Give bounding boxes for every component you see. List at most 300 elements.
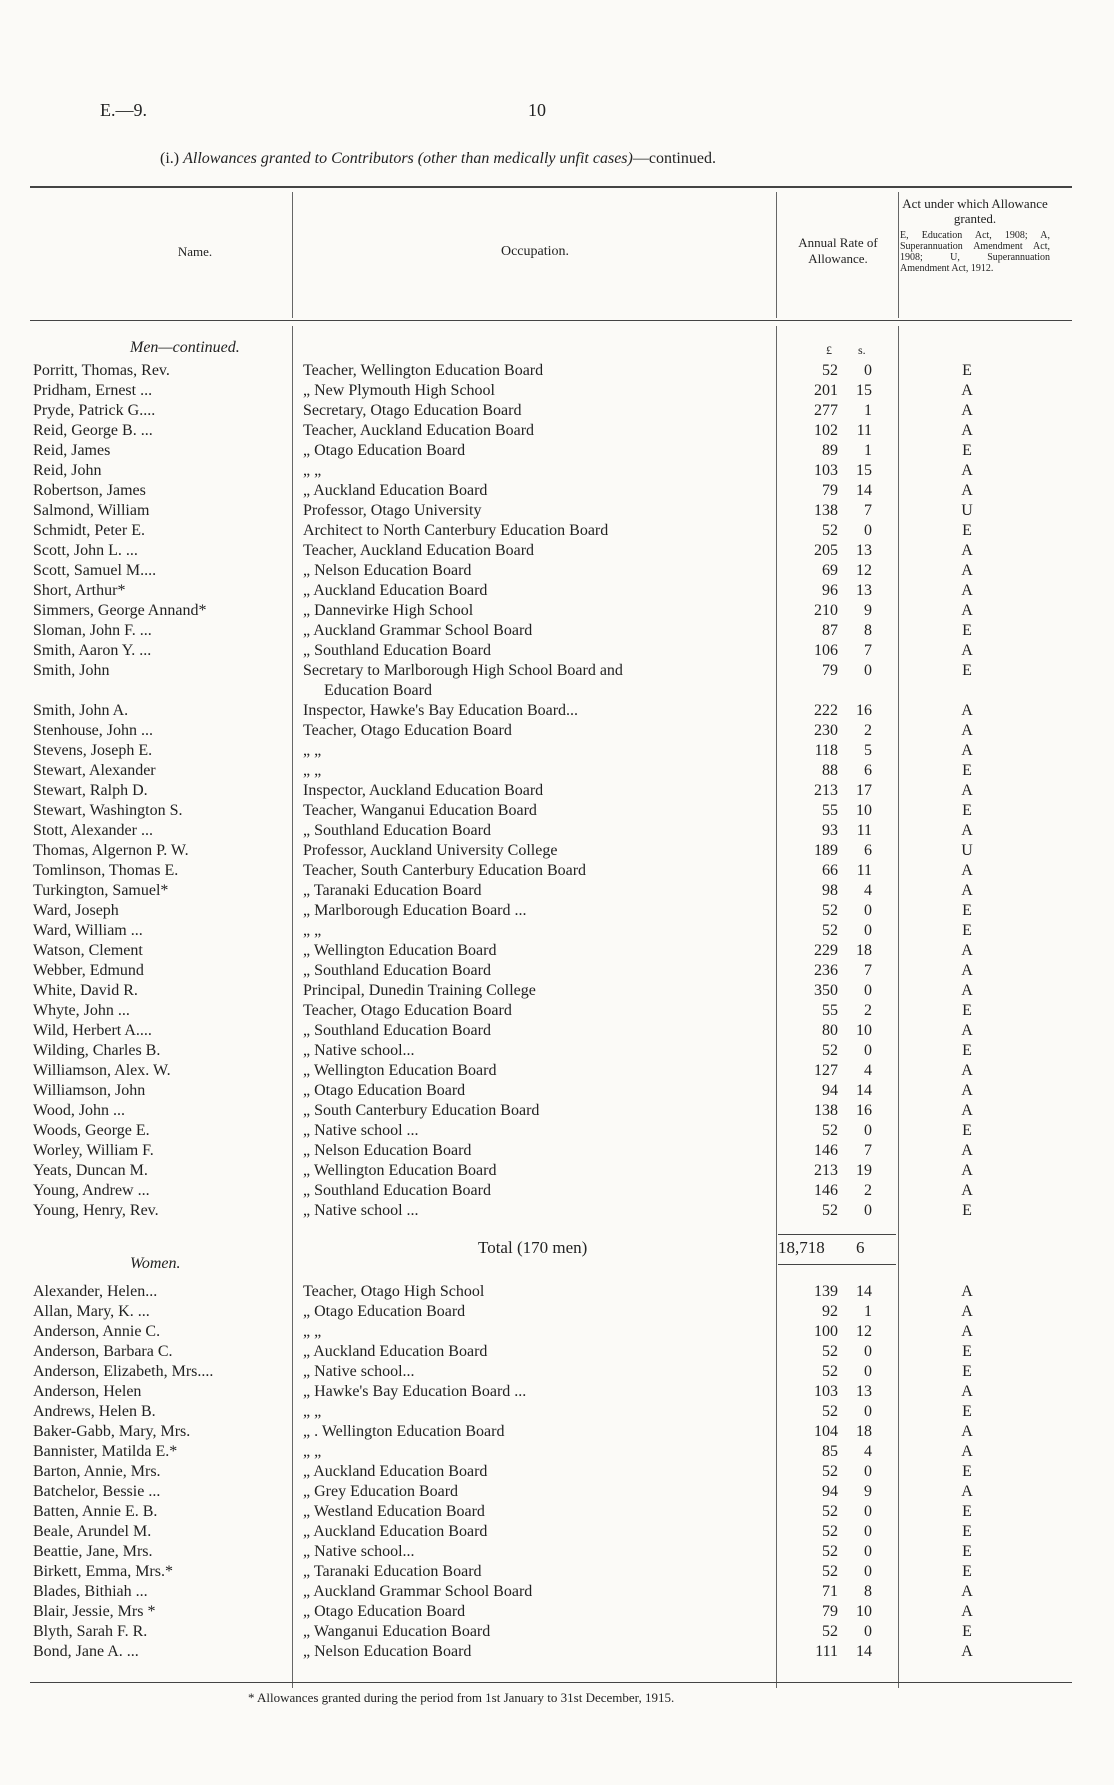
row-name: Andrews, Helen B. — [33, 1403, 156, 1420]
table-row — [0, 1602, 1114, 1622]
row-pounds: 71 — [822, 1583, 838, 1600]
row-occupation: Secretary, Otago Education Board — [303, 402, 522, 419]
row-shillings: 0 — [864, 1122, 872, 1139]
row-act: A — [961, 1142, 973, 1159]
row-occupation: „ Auckland Grammar School Board — [303, 622, 533, 639]
row-name: Pryde, Patrick G.... — [33, 402, 156, 419]
row-pounds: 94 — [822, 1483, 838, 1500]
act-header-title: Act under which Allowance granted. — [902, 196, 1048, 226]
row-act: A — [961, 1643, 973, 1660]
row-shillings: 0 — [864, 902, 872, 919]
row-act: E — [962, 1002, 972, 1019]
row-shillings: 10 — [856, 1603, 872, 1620]
row-pounds: 52 — [822, 1523, 838, 1540]
row-act: A — [961, 462, 973, 479]
row-shillings: 16 — [856, 702, 872, 719]
row-act: E — [962, 902, 972, 919]
row-name: Watson, Clement — [33, 942, 143, 959]
row-name: Williamson, Alex. W. — [33, 1062, 171, 1079]
row-act: E — [962, 802, 972, 819]
row-shillings: 1 — [864, 442, 872, 459]
row-pounds: 55 — [822, 1002, 838, 1019]
row-act: A — [961, 1062, 973, 1079]
row-name: Anderson, Barbara C. — [33, 1343, 173, 1360]
row-act: A — [961, 1082, 973, 1099]
row-name: Allan, Mary, K. ... — [33, 1303, 150, 1320]
row-name: Blades, Bithiah ... — [33, 1583, 148, 1600]
row-pounds: 52 — [822, 1563, 838, 1580]
row-occupation: „ „ — [303, 1323, 322, 1340]
row-shillings: 0 — [864, 1343, 872, 1360]
row-act: A — [961, 1303, 973, 1320]
table-row — [0, 1562, 1114, 1582]
table-row — [0, 1522, 1114, 1542]
row-shillings: 13 — [856, 542, 872, 559]
row-act: A — [961, 1583, 973, 1600]
table-row — [0, 981, 1114, 1001]
row-act: E — [962, 1563, 972, 1580]
row-shillings: 4 — [864, 1062, 872, 1079]
row-pounds: 88 — [822, 762, 838, 779]
row-name: Bannister, Matilda E.* — [33, 1443, 178, 1460]
row-name: Ward, William ... — [33, 922, 143, 939]
row-pounds: 98 — [822, 882, 838, 899]
row-shillings: 18 — [856, 1423, 872, 1440]
row-pounds: 52 — [822, 922, 838, 939]
row-occupation: „ Wellington Education Board — [303, 1162, 497, 1179]
row-shillings: 8 — [864, 1583, 872, 1600]
row-occupation: Teacher, Auckland Education Board — [303, 542, 535, 559]
row-act: A — [961, 542, 973, 559]
row-name: White, David R. — [33, 982, 138, 999]
row-pounds: 69 — [822, 562, 838, 579]
row-act: A — [961, 1283, 973, 1300]
row-occupation: „ Southland Education Board — [303, 1022, 491, 1039]
row-shillings: 7 — [864, 502, 872, 519]
row-shillings: 13 — [856, 582, 872, 599]
row-name: Yeats, Duncan M. — [33, 1162, 148, 1179]
column-header-occupation: Occupation. — [500, 244, 570, 259]
row-shillings: 0 — [864, 1042, 872, 1059]
row-act: A — [961, 602, 973, 619]
row-shillings: 14 — [856, 1082, 872, 1099]
table-row — [0, 701, 1114, 721]
row-name: Beale, Arundel M. — [33, 1523, 152, 1540]
row-occupation: Teacher, Otago Education Board — [303, 1002, 512, 1019]
table-row — [0, 941, 1114, 961]
row-occupation: Professor, Auckland University College — [303, 842, 558, 859]
row-shillings: 14 — [856, 1643, 872, 1660]
row-pounds: 277 — [814, 402, 838, 419]
table-row — [0, 1021, 1114, 1041]
row-pounds: 350 — [814, 982, 838, 999]
row-name: Reid, George B. ... — [33, 422, 153, 439]
table-caption — [160, 150, 716, 168]
row-name: Salmond, William — [33, 502, 150, 519]
row-pounds: 89 — [822, 442, 838, 459]
column-header-name: Name. — [177, 244, 213, 259]
table-row — [0, 1542, 1114, 1562]
row-pounds: 52 — [822, 902, 838, 919]
table-row — [0, 921, 1114, 941]
row-pounds: 189 — [814, 842, 838, 859]
table-row — [0, 1101, 1114, 1121]
table-row — [0, 1622, 1114, 1642]
table-row — [0, 721, 1114, 741]
row-name: Bond, Jane A. ... — [33, 1643, 139, 1660]
row-shillings: 0 — [864, 1463, 872, 1480]
row-shillings: 0 — [864, 1363, 872, 1380]
row-name: Anderson, Helen — [33, 1383, 142, 1400]
total-pounds: 18,718 — [778, 1238, 825, 1257]
row-name: Anderson, Elizabeth, Mrs.... — [33, 1363, 214, 1380]
row-occupation: „ Otago Education Board — [303, 1603, 466, 1620]
table-row — [0, 781, 1114, 801]
row-occupation: „ Native school ... — [303, 1202, 419, 1219]
row-shillings: 17 — [856, 782, 872, 799]
row-pounds: 79 — [822, 662, 838, 679]
row-shillings: 8 — [864, 622, 872, 639]
row-shillings: 14 — [856, 482, 872, 499]
row-pounds: 118 — [814, 742, 838, 759]
table-row — [0, 461, 1114, 481]
row-occupation: Professor, Otago University — [303, 502, 482, 519]
men-section-heading: Men—continued. — [130, 339, 240, 356]
row-shillings: 1 — [864, 1303, 872, 1320]
row-occupation: „ Southland Education Board — [303, 822, 491, 839]
row-shillings: 5 — [864, 742, 872, 759]
row-name: Batchelor, Bessie ... — [33, 1483, 161, 1500]
row-act: E — [962, 1042, 972, 1059]
row-name: Anderson, Annie C. — [33, 1323, 161, 1340]
row-occupation: Architect to North Canterbury Education Board — [303, 522, 609, 539]
row-occupation: „ „ — [303, 462, 322, 479]
row-shillings: 14 — [856, 1283, 872, 1300]
row-act: A — [961, 1603, 973, 1620]
row-pounds: 138 — [814, 502, 838, 519]
row-pounds: 85 — [822, 1443, 838, 1460]
row-occupation: „ Nelson Education Board — [303, 562, 472, 579]
row-shillings: 10 — [856, 1022, 872, 1039]
table-row — [0, 741, 1114, 761]
row-act: A — [961, 822, 973, 839]
table-row — [0, 421, 1114, 441]
table-row — [0, 1482, 1114, 1502]
row-shillings: 7 — [864, 1142, 872, 1159]
row-shillings: 9 — [864, 602, 872, 619]
row-name: Batten, Annie E. B. — [33, 1503, 158, 1520]
row-occupation-continued: Education Board — [324, 682, 432, 699]
row-occupation: „ Auckland Grammar School Board — [303, 1583, 533, 1600]
row-act: A — [961, 1022, 973, 1039]
row-shillings: 0 — [864, 362, 872, 379]
table-row — [0, 621, 1114, 641]
row-pounds: 146 — [814, 1142, 838, 1159]
row-act: E — [962, 1503, 972, 1520]
table-row — [0, 1181, 1114, 1201]
row-occupation: „ „ — [303, 742, 322, 759]
row-occupation: „ Dannevirke High School — [303, 602, 474, 619]
row-shillings: 0 — [864, 522, 872, 539]
shillings-unit: s. — [858, 343, 866, 357]
row-occupation: „ „ — [303, 1443, 322, 1460]
row-occupation: „ Wellington Education Board — [303, 942, 497, 959]
row-occupation: „ Westland Education Board — [303, 1503, 485, 1520]
row-shillings: 18 — [856, 942, 872, 959]
row-occupation: Inspector, Hawke's Bay Education Board... — [303, 702, 579, 719]
row-occupation: Inspector, Auckland Education Board — [303, 782, 544, 799]
row-occupation: „ Otago Education Board — [303, 1082, 466, 1099]
table-row — [0, 1041, 1114, 1061]
row-act: A — [961, 1162, 973, 1179]
row-name: Stevens, Joseph E. — [33, 742, 153, 759]
row-pounds: 52 — [822, 362, 838, 379]
row-act: A — [961, 862, 973, 879]
row-act: E — [962, 442, 972, 459]
row-act: A — [961, 942, 973, 959]
row-shillings: 6 — [864, 842, 872, 859]
row-pounds: 55 — [822, 802, 838, 819]
row-pounds: 102 — [814, 422, 838, 439]
row-act: U — [961, 842, 973, 859]
row-name: Barton, Annie, Mrs. — [33, 1463, 161, 1480]
total-label: Total (170 men) — [478, 1238, 588, 1257]
row-occupation: „ Nelson Education Board — [303, 1643, 472, 1660]
table-row — [0, 1402, 1114, 1422]
row-occupation: Teacher, Wellington Education Board — [303, 362, 544, 379]
table-row — [0, 1081, 1114, 1101]
row-act: A — [961, 1102, 973, 1119]
table-row — [0, 821, 1114, 841]
row-pounds: 52 — [822, 1042, 838, 1059]
table-row — [0, 1322, 1114, 1342]
row-pounds: 52 — [822, 1202, 838, 1219]
table-row — [0, 1121, 1114, 1141]
row-shillings: 0 — [864, 1623, 872, 1640]
row-occupation: Secretary to Marlborough High School Board and — [303, 662, 623, 679]
row-shillings: 15 — [856, 462, 872, 479]
row-occupation: „ „ — [303, 1403, 322, 1420]
women-section-heading: Women. — [130, 1255, 181, 1272]
row-shillings: 0 — [864, 1543, 872, 1560]
table-row — [0, 381, 1114, 401]
row-pounds: 230 — [814, 722, 838, 739]
row-occupation: „ Hawke's Bay Education Board ... — [303, 1383, 527, 1400]
row-shillings: 11 — [856, 822, 872, 839]
row-act: A — [961, 702, 973, 719]
row-pounds: 213 — [814, 1162, 838, 1179]
row-pounds: 52 — [822, 1122, 838, 1139]
row-pounds: 80 — [822, 1022, 838, 1039]
row-pounds: 111 — [815, 1643, 838, 1660]
row-name: Baker-Gabb, Mary, Mrs. — [33, 1423, 191, 1440]
row-occupation: „ „ — [303, 922, 322, 939]
row-occupation: „ Marlborough Education Board ... — [303, 902, 527, 919]
table-row — [0, 1282, 1114, 1302]
footnote: * Allowances granted during the period from 1st January to 31st December, 1915. — [248, 1690, 675, 1705]
row-shillings: 0 — [864, 1403, 872, 1420]
row-occupation: „ Native school ... — [303, 1122, 419, 1139]
row-pounds: 229 — [814, 942, 838, 959]
table-row — [0, 841, 1114, 861]
row-pounds: 52 — [822, 1403, 838, 1420]
row-pounds: 93 — [822, 822, 838, 839]
row-pounds: 236 — [814, 962, 838, 979]
row-shillings: 0 — [864, 1503, 872, 1520]
row-name: Stewart, Washington S. — [33, 802, 183, 819]
caption-prefix: (i.) — [160, 150, 180, 167]
row-occupation: „ Native school... — [303, 1543, 415, 1560]
row-act: A — [961, 642, 973, 659]
table-row — [0, 1642, 1114, 1662]
row-pounds: 127 — [814, 1062, 838, 1079]
row-pounds: 106 — [814, 642, 838, 659]
row-occupation: „ Southland Education Board — [303, 1182, 491, 1199]
row-act: A — [961, 1443, 973, 1460]
row-name: Thomas, Algernon P. W. — [33, 842, 189, 859]
row-pounds: 52 — [822, 1623, 838, 1640]
row-pounds: 52 — [822, 1503, 838, 1520]
row-name: Wild, Herbert A.... — [33, 1022, 152, 1039]
table-row — [0, 361, 1114, 381]
row-act: A — [961, 1423, 973, 1440]
row-act: A — [961, 382, 973, 399]
row-name: Reid, John — [33, 462, 102, 479]
act-header-legend: E, Education Act, 1908; A, Superannuation Amendment Act, 1908; U, Superannuation Amendment Act, 1912. — [900, 230, 1050, 274]
row-occupation: „ South Canterbury Education Board — [303, 1102, 540, 1119]
table-row — [0, 1141, 1114, 1161]
row-shillings: 0 — [864, 982, 872, 999]
row-shillings: 2 — [864, 1182, 872, 1199]
row-pounds: 79 — [822, 482, 838, 499]
row-occupation: „ Taranaki Education Board — [303, 1563, 482, 1580]
row-name: Stenhouse, John ... — [33, 722, 153, 739]
row-shillings: 15 — [856, 382, 872, 399]
row-act: A — [961, 1323, 973, 1340]
row-name: Smith, John A. — [33, 702, 129, 719]
row-occupation: Teacher, South Canterbury Education Board — [303, 862, 587, 879]
row-act: A — [961, 422, 973, 439]
row-act: U — [961, 502, 973, 519]
row-name: Young, Andrew ... — [33, 1182, 150, 1199]
table-row — [0, 761, 1114, 781]
row-occupation: „ Wellington Education Board — [303, 1062, 497, 1079]
row-occupation: Teacher, Otago High School — [303, 1283, 485, 1300]
row-occupation: „ Southland Education Board — [303, 962, 491, 979]
row-name: Stewart, Ralph D. — [33, 782, 148, 799]
row-pounds: 100 — [814, 1323, 838, 1340]
row-name: Blyth, Sarah F. R. — [33, 1623, 148, 1640]
row-act: E — [962, 922, 972, 939]
row-pounds: 52 — [822, 1363, 838, 1380]
row-act: E — [962, 662, 972, 679]
row-act: A — [961, 562, 973, 579]
row-occupation: „ Auckland Education Board — [303, 582, 488, 599]
row-name: Stewart, Alexander — [33, 762, 156, 779]
row-occupation: „ Auckland Education Board — [303, 1523, 488, 1540]
row-name: Stott, Alexander ... — [33, 822, 153, 839]
row-name: Robertson, James — [33, 482, 146, 499]
row-shillings: 1 — [864, 402, 872, 419]
row-act: E — [962, 522, 972, 539]
row-occupation: „ Native school... — [303, 1363, 415, 1380]
row-occupation: „ Auckland Education Board — [303, 1343, 488, 1360]
row-shillings: 0 — [864, 1202, 872, 1219]
row-pounds: 79 — [822, 1603, 838, 1620]
row-name: Sloman, John F. ... — [33, 622, 152, 639]
row-act: E — [962, 1122, 972, 1139]
row-name: Schmidt, Peter E. — [33, 522, 145, 539]
column-header-act — [900, 196, 1050, 274]
table-row — [0, 801, 1114, 821]
row-act: A — [961, 962, 973, 979]
row-shillings: 2 — [864, 1002, 872, 1019]
table-row — [0, 1582, 1114, 1602]
table-row — [0, 881, 1114, 901]
row-act: A — [961, 1383, 973, 1400]
row-act: E — [962, 1523, 972, 1540]
row-pounds: 139 — [814, 1283, 838, 1300]
row-pounds: 201 — [814, 382, 838, 399]
table-row — [0, 961, 1114, 981]
row-occupation: „ Auckland Education Board — [303, 1463, 488, 1480]
row-act: A — [961, 1483, 973, 1500]
row-act: A — [961, 982, 973, 999]
row-shillings: 13 — [856, 1383, 872, 1400]
table-row — [0, 641, 1114, 661]
caption-suffix: —continued. — [632, 150, 716, 167]
row-shillings: 7 — [864, 642, 872, 659]
row-pounds: 213 — [814, 782, 838, 799]
row-shillings: 19 — [856, 1162, 872, 1179]
row-pounds: 146 — [814, 1182, 838, 1199]
row-shillings: 0 — [864, 1563, 872, 1580]
table-row — [0, 541, 1114, 561]
row-name: Blair, Jessie, Mrs * — [33, 1603, 156, 1620]
row-occupation: Teacher, Auckland Education Board — [303, 422, 535, 439]
row-act: E — [962, 1202, 972, 1219]
row-name: Wood, John ... — [33, 1102, 126, 1119]
row-act: E — [962, 362, 972, 379]
row-shillings: 10 — [856, 802, 872, 819]
row-occupation: „ Grey Education Board — [303, 1483, 459, 1500]
row-occupation: „ New Plymouth High School — [303, 382, 495, 399]
row-shillings: 12 — [856, 1323, 872, 1340]
row-act: A — [961, 482, 973, 499]
table-row — [0, 441, 1114, 461]
row-act: A — [961, 782, 973, 799]
row-name: Birkett, Emma, Mrs.* — [33, 1563, 173, 1580]
caption-title: Allowances granted to Contributors (other than medically unfit cases) — [183, 150, 633, 167]
table-row — [0, 401, 1114, 421]
row-pounds: 52 — [822, 1543, 838, 1560]
row-occupation: Teacher, Wanganui Education Board — [303, 802, 537, 819]
row-pounds: 52 — [822, 1343, 838, 1360]
row-name: Smith, John — [33, 662, 110, 679]
table-row — [0, 1462, 1114, 1482]
row-shillings: 11 — [856, 422, 872, 439]
row-name: Scott, Samuel M.... — [33, 562, 157, 579]
row-act: E — [962, 622, 972, 639]
row-pounds: 94 — [822, 1082, 838, 1099]
row-pounds: 52 — [822, 522, 838, 539]
row-pounds: 52 — [822, 1463, 838, 1480]
row-occupation: „ Otago Education Board — [303, 442, 466, 459]
row-occupation: „ Southland Education Board — [303, 642, 491, 659]
row-pounds: 104 — [814, 1423, 838, 1440]
table-row — [0, 481, 1114, 501]
row-pounds: 222 — [814, 702, 838, 719]
